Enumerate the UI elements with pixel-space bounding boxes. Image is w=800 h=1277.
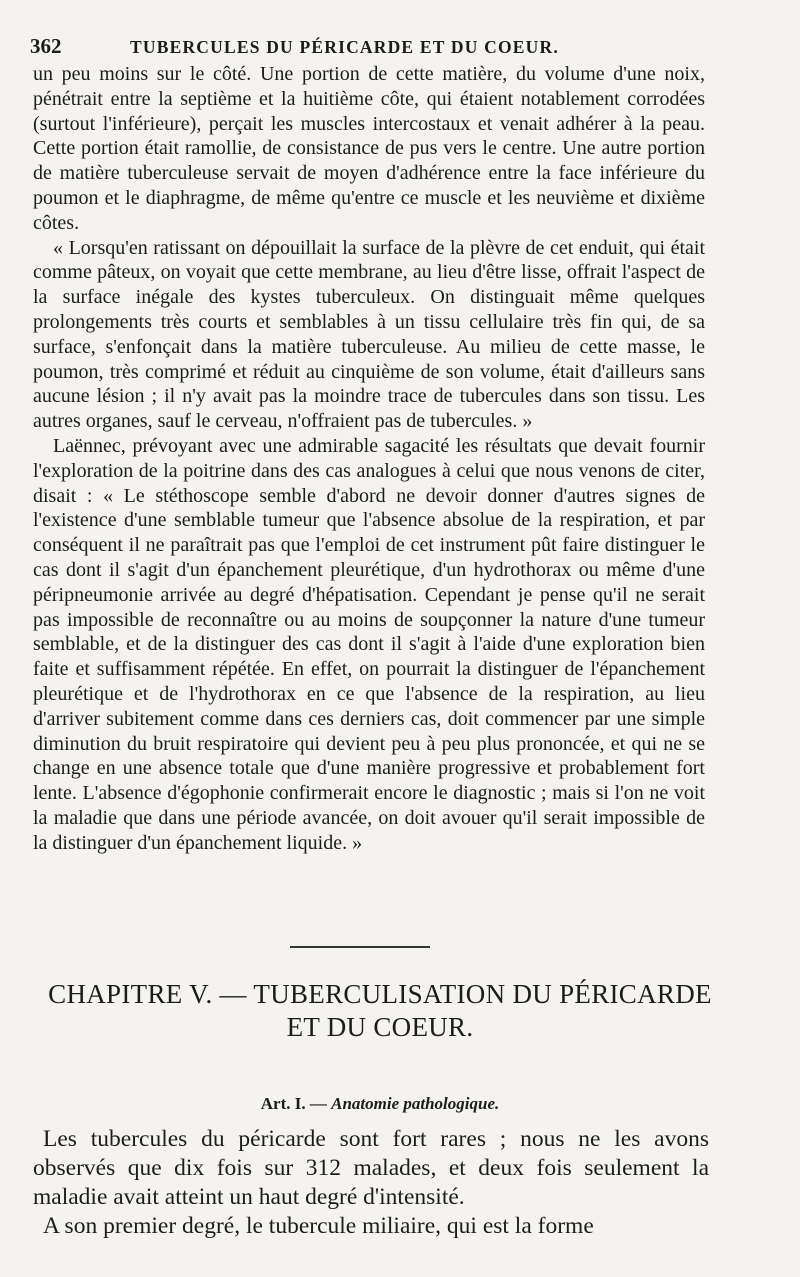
section-topic: Anatomie pathologique. [331,1094,500,1113]
section-heading [30,1094,730,1114]
body-text [33,62,705,856]
running-head [30,34,710,60]
section-divider [290,946,430,948]
page-number: 362 [30,34,62,58]
chapter-title-line-2: ET DU COEUR. [286,1012,474,1042]
chapter-title-line-1: CHAPITRE V. — TUBERCULISATION DU PÉRICARDE [48,979,712,1009]
running-title: TUBERCULES DU PÉRICARDE ET DU COEUR. [130,37,559,57]
section-number: Art. I. — [260,1094,327,1113]
paragraph-laennec: Laënnec, prévoyant avec une admirable sagacité les résultats que devait fournir l'exploration de la poitrine dans des cas analogues à celui que nous venons de citer, disait : « Le stéthoscope semble d'abord ne devoir donner d'autres signes de l'existence d'une semblable tumeur que l'absence absolue de la respiration, et par conséquent il ne paraîtrait pas que l'emploi de cet instrument pût faire distinguer le cas dont il s'agit d'un épanchement pleurétique, d'un hydrothorax ou même d'une péripneumonie arrivée au degré d'hépatisation. Cependant je pense qu'il ne serait pas impossible de reconnaître ou au moins de soupçonner la nature d'une tumeur semblable, et de la distinguer des cas dont il s'agit à l'aide d'une exploration bien faite et suffisamment répétée. En effet, on pourrait la distinguer de l'épanchement pleurétique et de l'hydrothorax en ce que l'absence de la respiration, au lieu d'arriver subitement comme dans ces derniers cas, doit commencer par une simple diminution du bruit respiratoire qui devient peu à peu plus prononcée, et qui ne se change en une absence totale que d'une manière progressive et probablement fort lente. L'absence d'égophonie confirmerait encore le diagnostic ; mais si l'on ne voit la maladie que dans une période avancée, on doit avouer qu'il serait impossible de la distinguer d'un épanchement liquide. » [33,434,705,854]
paragraph-quote: « Lorsqu'en ratissant on dépouillait la surface de la plèvre de cet enduit, qui était comme pâteux, on voyait que cette membrane, au lieu d'être lisse, offrait l'aspect de la surface inégale des kystes tuberculeux. On distinguait même quelques prolongements très courts et semblables à un tissu cellulaire très fin qui, de sa surface, s'enfonçait dans la matière tuberculeuse. Au milieu de cette masse, le poumon, très comprimé et réduit au cinquième de son volume, était d'ailleurs sans aucune lésion ; il n'y avait pas la moindre trace de tubercules dans son tissu. Les autres organes, sauf le cerveau, n'offraient pas de tubercules. » [33,236,705,433]
chapter-body-text [33,1125,709,1241]
paragraph-continuation: un peu moins sur le côté. Une portion de cette matière, du volume d'une noix, pénétrait entre la septième et la huitième côte, qui étaient notablement corrodées (surtout l'inférieure), perçait les muscles intercostaux et venait adhérer à la peau. Cette portion était ramollie, de consistance de pus vers le centre. Une autre portion de matière tuberculeuse servait de moyen d'adhérence entre la face inférieure du poumon et le diaphragme, de même qu'entre ce muscle et les neuvième et dixième côtes. [33,63,705,234]
paragraph-intro: Les tubercules du péricarde sont fort rares ; nous ne les avons observés que dix fois sur 312 malades, et deux fois seulement la maladie avait atteint un haut degré d'intensité. [33,1126,709,1210]
paragraph-first-degree: A son premier degré, le tubercule miliaire, qui est la forme [43,1213,594,1239]
chapter-title [30,978,730,1044]
